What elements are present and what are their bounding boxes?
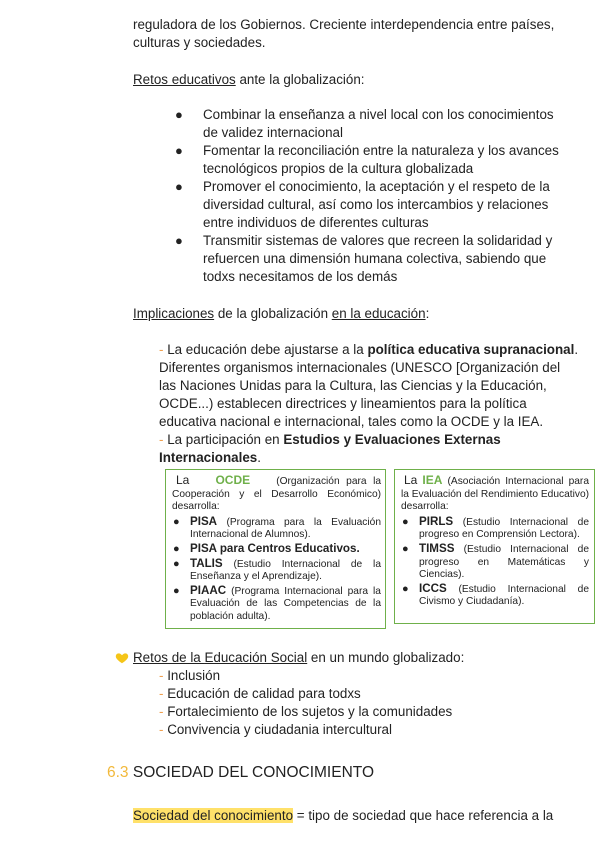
bullet-icon: ●: [175, 143, 183, 158]
item-desc: (Estudio Internacional de la Enseñanza y el Aprendizaje).: [190, 558, 381, 583]
p1-end: .: [574, 342, 579, 357]
item-name: PIAAC: [190, 583, 227, 597]
iea-box-head: [401, 474, 589, 514]
list-item-line: Transmitir sistemas de valores que recreen la solidaridad y: [203, 233, 553, 248]
list-item: [401, 516, 589, 542]
item-name: PISA: [190, 514, 218, 528]
implicaciones-heading: [133, 305, 429, 323]
item-desc: (Programa para la Evaluación Internacional de Alumnos).: [190, 516, 381, 541]
item-desc: (Programa Internacional para la Evaluación de las Competencias de la población adulta).: [190, 585, 381, 622]
social-item-text: Fortalecimiento de los sujetos y la comunidades: [167, 704, 453, 719]
implicaciones-p2-line1: - La participación en Estudios y Evaluaciones Externas: [159, 432, 501, 447]
list-item-line: todxs necesitamos de los demás: [203, 269, 398, 284]
item-name: PISA para Centros Educativos.: [190, 541, 360, 555]
social-item-text: Inclusión: [167, 668, 221, 683]
list-item-line: tecnológicos propios de la cultura globalizada: [203, 161, 474, 176]
list-item: - Convivencia y ciudadania intercultural: [159, 722, 392, 737]
ocde-org-name: OCDE: [215, 473, 251, 487]
implicaciones-heading-end: :: [425, 306, 430, 321]
list-item: [172, 558, 381, 584]
p2-emphasis-2: Internacionales: [159, 450, 258, 465]
list-item-line: Combinar la enseñanza a nivel local con los conocimientos: [203, 107, 554, 122]
section-number: 6.3: [107, 764, 129, 781]
list-item: [401, 543, 589, 582]
item-desc: (Estudio Internacional de progreso en Matemáticas y Ciencias).: [419, 543, 589, 581]
bullet-icon: ●: [175, 107, 183, 122]
bullet-icon: ●: [402, 515, 409, 528]
social-item-text: Educación de calidad para todxs: [167, 686, 361, 701]
retos-bullet-list: [175, 106, 560, 286]
social-heading-u1: Retos de la: [133, 650, 205, 665]
item-desc: (Estudio Internacional de Civismo y Ciudadanía).: [419, 583, 589, 608]
social-heading: [133, 649, 464, 667]
list-item: [175, 232, 560, 286]
ocde-items: [172, 516, 381, 624]
list-item-line: Promover el conocimiento, la aceptación y el respeto de la: [203, 179, 550, 194]
bullet-icon: ●: [173, 557, 180, 570]
implicaciones-p2-line2: [159, 449, 261, 467]
p2-text: La participación en: [167, 432, 284, 447]
bullet-icon: ●: [402, 542, 409, 555]
list-item-line: de validez internacional: [203, 125, 343, 140]
ocde-box: [165, 469, 386, 629]
implicaciones-heading-u2: en la educación: [331, 306, 426, 321]
intro-line-1: reguladora de los Gobiernos. Creciente interdependencia entre países,: [133, 17, 555, 32]
bullet-icon: ●: [402, 582, 409, 595]
list-item: [172, 516, 381, 542]
retos-heading: [133, 71, 365, 89]
section-title: SOCIEDAD DEL CONOCIMIENTO: [132, 764, 375, 781]
ocde-box-head: [172, 474, 381, 514]
item-name: ICCS: [419, 581, 447, 595]
bullet-icon: ●: [173, 515, 180, 528]
list-item: [172, 543, 381, 557]
definition-line: [133, 807, 553, 825]
implicaciones-p1-line5: educativa nacional e internacional, tales como la OCDE y la IEA.: [159, 414, 544, 429]
list-item-line: diversidad cultural, así como los intercambios y relaciones: [203, 197, 549, 212]
list-item: - Educación de calidad para todxs: [159, 686, 361, 701]
iea-org-name: IEA: [422, 473, 443, 487]
list-item-line: Fomentar la reconciliación entre la naturaleza y los avances: [203, 143, 559, 158]
retos-heading-underlined: Retos educativos: [133, 72, 236, 87]
list-item: [175, 142, 560, 178]
item-desc: (Estudio Internacional de progreso en Comprensión Lectora).: [419, 516, 589, 541]
iea-desc: (Asociación Internacional para la Evaluación del Rendimiento Educativo) desarrolla:: [401, 476, 590, 513]
section-heading: [107, 764, 374, 782]
iea-la: La: [404, 473, 418, 487]
retos-heading-rest: ante la globalización:: [235, 72, 365, 87]
list-item: - Fortalecimiento de los sujetos y la comunidades: [159, 704, 453, 719]
definition-rest: = tipo de sociedad que hace referencia a la: [293, 808, 554, 823]
heart-icon: [115, 651, 129, 665]
list-item-line: refuercen una dimensión humana colectiva, sabiendo que: [203, 251, 547, 266]
implicaciones-p1-line3: las Naciones Unidas para la Cultura, las Ciencias y la Educación,: [159, 378, 547, 393]
implicaciones-p1-line1: - La educación debe ajustarse a la política educativa supranacional.: [159, 342, 579, 357]
implicaciones-heading-mid: de la globalización: [214, 306, 332, 321]
list-item: [175, 178, 560, 232]
item-name: PIRLS: [419, 514, 454, 528]
intro-line-2: culturas y sociedades.: [133, 35, 266, 50]
implicaciones-heading-u1: Implicaciones: [133, 306, 215, 321]
bullet-icon: ●: [173, 542, 180, 555]
iea-items: [401, 516, 589, 609]
list-item: [175, 106, 560, 142]
list-item: - Inclusión: [159, 668, 221, 683]
bullet-icon: ●: [175, 233, 183, 248]
social-heading-u2: Educación Social: [204, 650, 308, 665]
iea-box: [394, 469, 595, 624]
p1-emphasis: política educativa supranacional: [367, 342, 575, 357]
item-name: TALIS: [190, 556, 223, 570]
item-name: TIMSS: [419, 541, 455, 555]
p2-emphasis: Estudios y Evaluaciones Externas: [283, 432, 501, 447]
p2-end: .: [257, 450, 261, 465]
highlighted-term: Sociedad del conocimiento: [133, 808, 294, 823]
list-item: [172, 585, 381, 624]
ocde-la: La: [176, 473, 190, 487]
social-heading-rest: en un mundo globalizado:: [307, 650, 465, 665]
bullet-icon: ●: [175, 179, 183, 194]
ocde-desc: (Organización para la Cooperación y el Desarrollo Económico) desarrolla:: [172, 476, 381, 513]
social-item-text: Convivencia y ciudadania intercultural: [167, 722, 392, 737]
p1-text: La educación debe ajustarse a la: [167, 342, 368, 357]
list-item-line: entre individuos de diferentes culturas: [203, 215, 429, 230]
list-item: [401, 583, 589, 609]
implicaciones-p1-line2: Diferentes organismos internacionales (UNESCO [Organización del: [159, 360, 561, 375]
bullet-icon: ●: [173, 584, 180, 597]
implicaciones-p1-line4: OCDE...) establecen directrices y lineamientos para la política: [159, 396, 527, 411]
